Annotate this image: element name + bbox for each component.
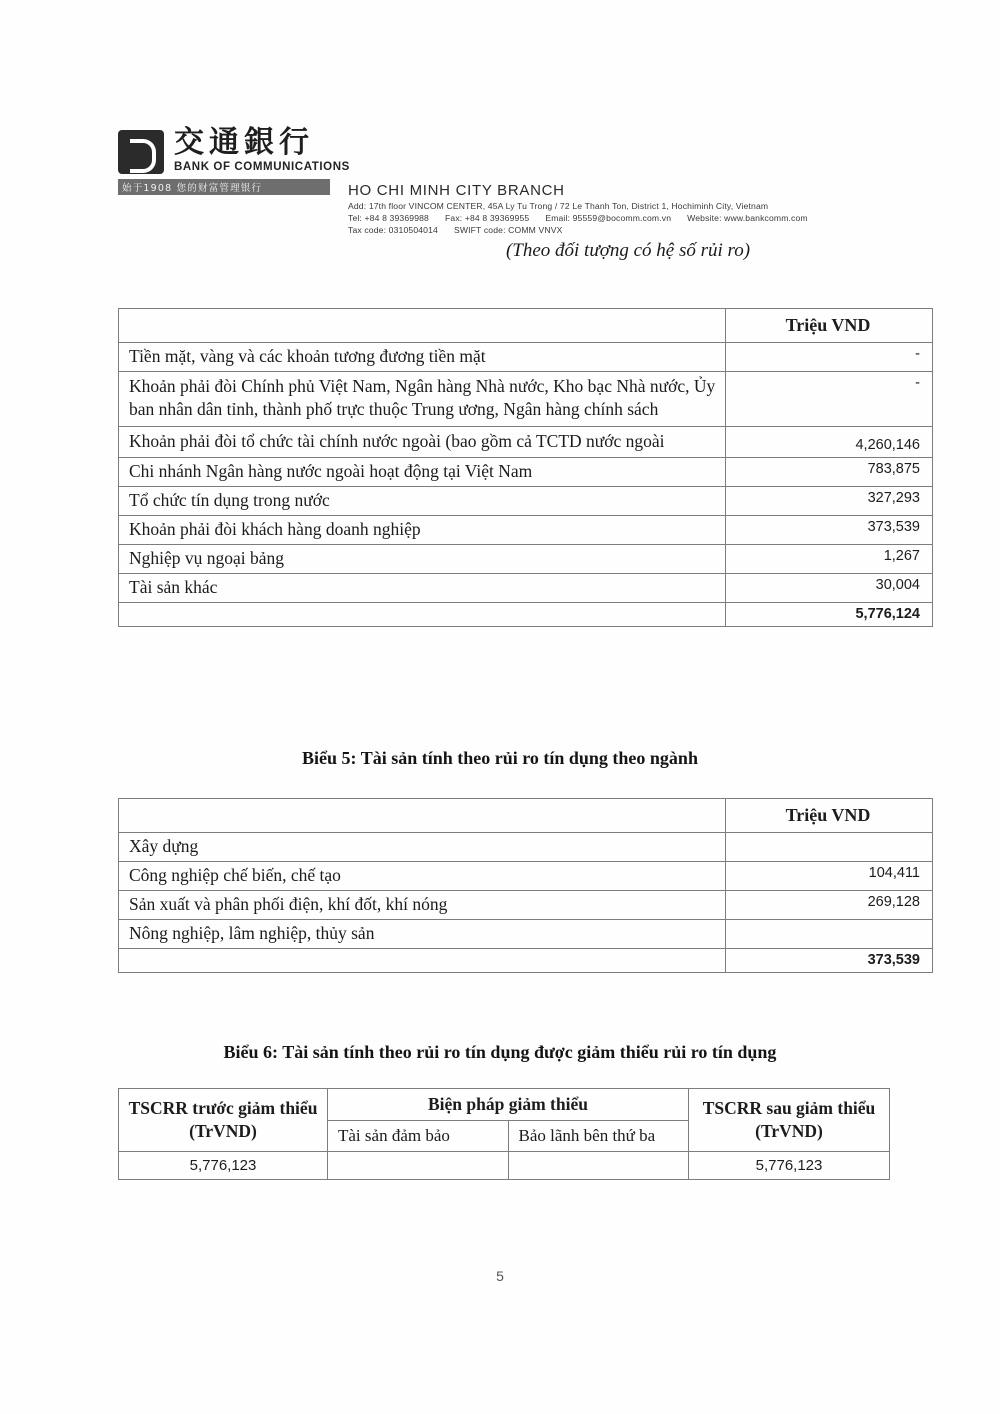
row-value: 1,267: [726, 544, 933, 573]
bank-name-chinese: 交通銀行: [174, 125, 314, 160]
table-subtitle: (Theo đối tượng có hệ số rủi ro): [505, 240, 751, 261]
risk-by-industry-table: [118, 798, 933, 973]
risk-weight-table: [118, 308, 933, 627]
bank-slogan-text: 始于1908 您的财富管理银行: [122, 183, 263, 194]
section-title-5: Biểu 5: Tài sản tính theo rủi ro tín dụng theo ngành: [302, 748, 698, 768]
row-label: Khoản phải đòi Chính phủ Việt Nam, Ngân hàng Nhà nước, Kho bạc Nhà nước, Ủy ban nhân dân tỉnh, thành phố trực thuộc Trung ương, Ngân hàng chính sách: [119, 372, 726, 427]
table-row: [119, 920, 933, 949]
table-header-row: [119, 799, 933, 833]
row-label: Tổ chức tín dụng trong nước: [119, 486, 726, 515]
table-row: [119, 544, 933, 573]
row-label: Nghiệp vụ ngoại bảng: [119, 544, 726, 573]
branch-email: Email: 95559@bocomm.com.vn: [545, 213, 672, 223]
row-label: Sản xuất và phân phối điện, khí đốt, khí nóng: [119, 891, 726, 920]
row-value: -: [726, 343, 933, 372]
value-before-mitigation: 5,776,123: [119, 1152, 328, 1180]
letterhead: [118, 125, 908, 261]
table-row: [119, 833, 933, 862]
header-label-cell: [119, 799, 726, 833]
table-row: [119, 891, 933, 920]
row-value: -: [726, 372, 933, 427]
total-label: [119, 949, 726, 973]
page-number: 5: [496, 1268, 504, 1284]
row-value: 104,411: [726, 862, 933, 891]
table-row: [119, 515, 933, 544]
header-unit-cell: Triệu VND: [726, 309, 933, 343]
table-row: [119, 457, 933, 486]
table-row: [119, 573, 933, 602]
row-label: Tài sản khác: [119, 573, 726, 602]
row-value: 373,539: [726, 515, 933, 544]
table-total-row: [119, 602, 933, 626]
total-label: [119, 602, 726, 626]
bank-logo-icon: [118, 130, 164, 174]
table-row: [119, 426, 933, 457]
header-guarantee: Bảo lãnh bên thứ ba: [508, 1121, 689, 1152]
value-collateral: [328, 1152, 509, 1180]
branch-website: Website: www.bankcomm.com: [687, 213, 808, 223]
branch-name: HO CHI MINH CITY BRANCH: [348, 182, 565, 199]
header-mitigation-measures: Biện pháp giảm thiểu: [328, 1089, 689, 1121]
table-row: [119, 862, 933, 891]
branch-tel: Tel: +84 8 39369988: [348, 213, 429, 223]
row-value: [726, 920, 933, 949]
row-value: 783,875: [726, 457, 933, 486]
value-guarantee: [508, 1152, 689, 1180]
header-after-mitigation: TSCRR sau giảm thiểu (TrVND): [689, 1089, 890, 1152]
row-label: Tiền mặt, vàng và các khoản tương đương tiền mặt: [119, 343, 726, 372]
table-header-row: [119, 1089, 890, 1121]
bank-name-english: BANK OF COMMUNICATIONS: [174, 161, 350, 173]
header-before-mitigation: TSCRR trước giảm thiểu (TrVND): [119, 1089, 328, 1152]
branch-swift-code: SWIFT code: COMM VNVX: [453, 225, 563, 235]
table-row: [119, 372, 933, 427]
header-label-cell: [119, 309, 726, 343]
value-after-mitigation: 5,776,123: [689, 1152, 890, 1180]
total-value: 373,539: [726, 949, 933, 973]
section-title-6: Biểu 6: Tài sản tính theo rủi ro tín dụng được giảm thiểu rủi ro tín dụng: [223, 1042, 777, 1062]
table-row: [119, 343, 933, 372]
row-value: [726, 833, 933, 862]
table-row: [119, 1152, 890, 1180]
risk-mitigation-table: [118, 1088, 890, 1180]
bank-logo: [118, 125, 908, 174]
header-collateral: Tài sản đảm bảo: [328, 1121, 509, 1152]
row-value: 4,260,146: [726, 426, 933, 457]
total-value: 5,776,124: [726, 602, 933, 626]
row-label: Nông nghiệp, lâm nghiệp, thủy sản: [119, 920, 726, 949]
branch-tax-code: Tax code: 0310504014: [348, 225, 438, 235]
branch-info: [348, 182, 908, 235]
row-label: Chi nhánh Ngân hàng nước ngoài hoạt động tại Việt Nam: [119, 457, 726, 486]
branch-contacts: [348, 213, 908, 223]
row-value: 269,128: [726, 891, 933, 920]
row-label: Khoản phải đòi khách hàng doanh nghiệp: [119, 515, 726, 544]
table-header-row: [119, 309, 933, 343]
row-label: Công nghiệp chế biến, chế tạo: [119, 862, 726, 891]
bank-logo-text: [174, 125, 350, 174]
branch-address: Add: 17th floor VINCOM CENTER, 45A Ly Tu Trong / 72 Le Thanh Ton, District 1, Hochiminh City, Vietnam: [348, 201, 769, 211]
table-row: [119, 486, 933, 515]
row-label: Khoản phải đòi tổ chức tài chính nước ngoài (bao gồm cả TCTD nước ngoài: [119, 426, 726, 457]
row-value: 327,293: [726, 486, 933, 515]
bank-slogan-strip: [118, 179, 330, 195]
row-label: Xây dựng: [119, 833, 726, 862]
header-unit-cell: Triệu VND: [726, 799, 933, 833]
row-value: 30,004: [726, 573, 933, 602]
table-total-row: [119, 949, 933, 973]
branch-codes: [348, 225, 908, 235]
branch-fax: Fax: +84 8 39369955: [444, 213, 530, 223]
